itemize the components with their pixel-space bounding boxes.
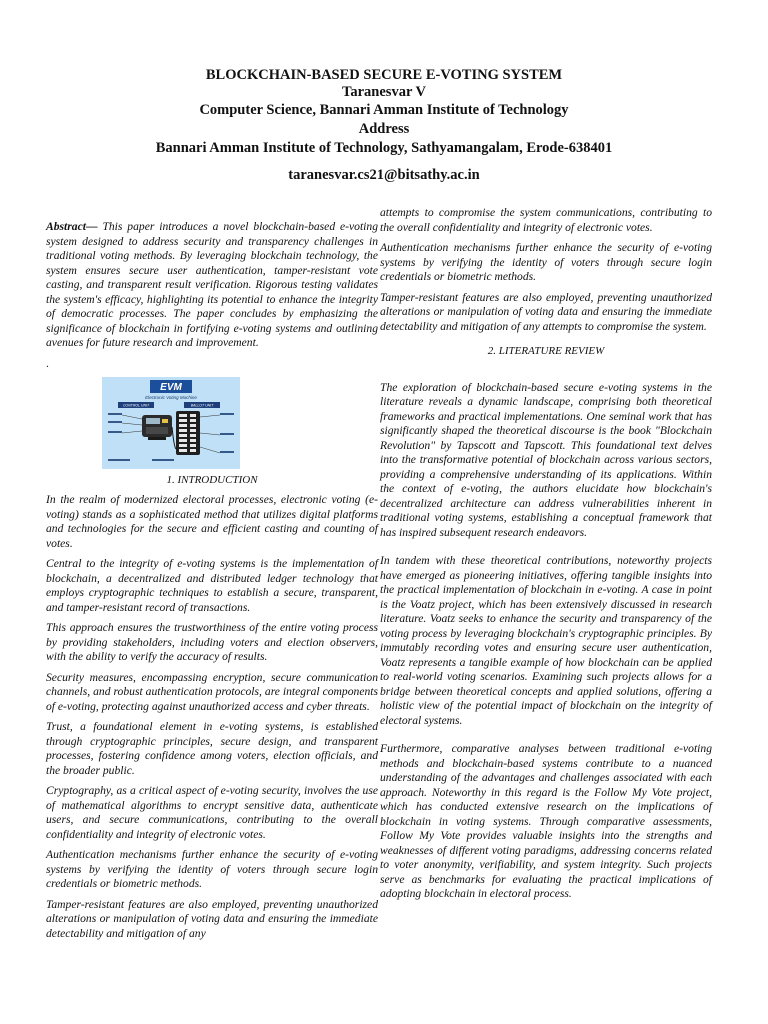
intro-paragraph: Trust, a foundational element in e-voting systems, is established through cryptographic principles, secure design, and transparent processes, fostering confidence among voters, election officials, and the broader public. — [46, 720, 378, 777]
continued-paragraph: attempts to compromise the system communications, contributing to the overall confidentiality and integrity of electronic votes. — [380, 206, 712, 234]
ballot-unit-label: BALLOT UNIT — [190, 403, 214, 407]
evm-illustration-icon — [102, 377, 240, 469]
abstract-text: This paper introduces a novel blockchain-based e-voting system designed to address security and transparency challenges in traditional voting methods. By leveraging blockchain technology, the system ensures secure user authentication, tamper-resistant vote casting, and transparent result verification. Rigorous testing validates the system's efficacy, highlighting its potential to enhance the integrity of democratic processes. The paper concludes by emphasizing the significance of blockchain in fortifying e-voting systems and outlining avenues for future research and improvement. — [46, 220, 378, 349]
author-name: Taranesvar V — [342, 84, 426, 100]
lit-paragraph: The exploration of blockchain-based secure e-voting systems in the literature reveals a dynamic landscape, comprising both theoretical frameworks and practical implementations. One seminal work that has significantly shaped the theoretical discourse is the book "Blockchain Revolution" by Tapscott and Tapscott. This foundational text delves into the transformative potential of blockchain across various sectors, providing a comprehensive understanding of its applications. Within the context of e-voting, the authors elucidate how blockchain's decentralized architecture can address vulnerabilities inherent in traditional voting systems, establishing a conceptual framework that has inspired subsequent research endeavors. — [380, 380, 712, 539]
evm-figure — [102, 377, 240, 469]
continued-paragraph: Authentication mechanisms further enhance the security of e-voting systems by verifying the identity of voters through secure login credentials or biometric methods. — [380, 241, 712, 283]
intro-paragraph: Security measures, encompassing encryption, secure communication channels, and robust authentication protocols, are integral components of e-voting, protecting against unauthorized access and cyber threats. — [46, 670, 378, 713]
abstract — [46, 220, 378, 351]
intro-heading-rest: NTRODUCTION — [181, 473, 258, 486]
right-column — [380, 206, 712, 908]
intro-paragraph: Tamper-resistant features are also employed, preventing unauthorized alterations or manipulation of voting data and ensuring the immediate detectability and mitigation of any — [46, 897, 378, 940]
lit-paragraph: In tandem with these theoretical contributions, noteworthy projects have emerged as pioneering initiatives, offering tangible insights into the practical implementation of blockchain in e-voting. A case in point is the Voatz project, which has been extensively discussed in research literature. Voatz seeks to enhance the security and transparency of the voting process by leveraging blockchain's cryptographic principles. By immutably recording votes and ensuring secure user authentication, Voatz represents a tangible example of how blockchain can be applied to real-world voting scenarios. Examining such projects allows for a bridge between theoretical concepts and applied solutions, offering a holistic view of the potential impact of blockchain on the integrity of electoral systems. — [380, 554, 712, 727]
address-label: Address — [358, 121, 410, 137]
intro-paragraph: In the realm of modernized electoral processes, electronic voting (e-voting) stands as a sophisticated method that utilizes digital platforms and technologies for the secure and efficient casting and counting of votes. — [46, 493, 378, 550]
intro-paragraph: This approach ensures the trustworthiness of the entire voting process by providing stakeholders, including voters and election observers, with the ability to verify the accuracy of results. — [46, 621, 378, 663]
intro-number: 1. I — [166, 473, 182, 486]
lit-paragraph: Furthermore, comparative analyses between traditional e-voting methods and blockchain-based systems contribute to a nuanced understanding of the advantages and challenges associated with each approach. Noteworthy in this regard is the Follow My Vote project, which has conducted extensive research on the implications of blockchain in voting systems. Through comparative assessments, Follow My Vote provides valuable insights into the strengths and weaknesses of different voting paradigms, addressing concerns related to voter anonymity, verifiability, and system integrity. Such projects serve as benchmarks for evaluating the practical implications of adopting blockchain in electoral process. — [380, 742, 712, 900]
author-address: Bannari Amman Institute of Technology, Sathyamangalam, Erode-638401 — [155, 140, 613, 156]
intro-paragraph: Central to the integrity of e-voting systems is the implementation of blockchain, a decentralized and distributed ledger technology that employs cryptographic techniques to establish a secure, transparent, and tamper-resistant record of transactions. — [46, 557, 378, 614]
stray-dot: . — [46, 356, 49, 370]
author-department: Computer Science, Bannari Amman Institute of Technology — [199, 102, 569, 118]
left-column — [46, 220, 378, 947]
author-email: taranesvar.cs21@bitsathy.ac.in — [288, 167, 480, 183]
evm-subtitle: Electronic Voting Machine — [145, 394, 197, 400]
continued-paragraph: Tamper-resistant features are also employed, preventing unauthorized alterations or manipulation of voting data and ensuring the immediate detectability and mitigation of any attempts to compromise the system. — [380, 290, 712, 333]
section-heading-literature-review — [380, 344, 712, 359]
abstract-label: Abstract— — [46, 220, 98, 233]
intro-paragraph: Cryptography, as a critical aspect of e-voting security, involves the use of mathematical algorithms to encrypt sensitive data, authenticate users, and secure communications, contributing to the overall confidentiality and integrity of electronic votes. — [46, 784, 378, 841]
evm-title: EVM — [160, 381, 182, 393]
lit-heading-rest: ITERATURE REVIEW — [504, 345, 605, 357]
intro-paragraph: Authentication mechanisms further enhance the security of e-voting systems by verifying the identity of voters through secure login credentials or biometric methods. — [46, 848, 378, 890]
paper-title: BLOCKCHAIN-BASED SECURE E-VOTING SYSTEM — [205, 67, 563, 83]
lit-number: 2. L — [487, 345, 505, 357]
control-unit-label: CONTROL UNIT — [122, 403, 150, 407]
section-heading-introduction — [46, 473, 378, 488]
